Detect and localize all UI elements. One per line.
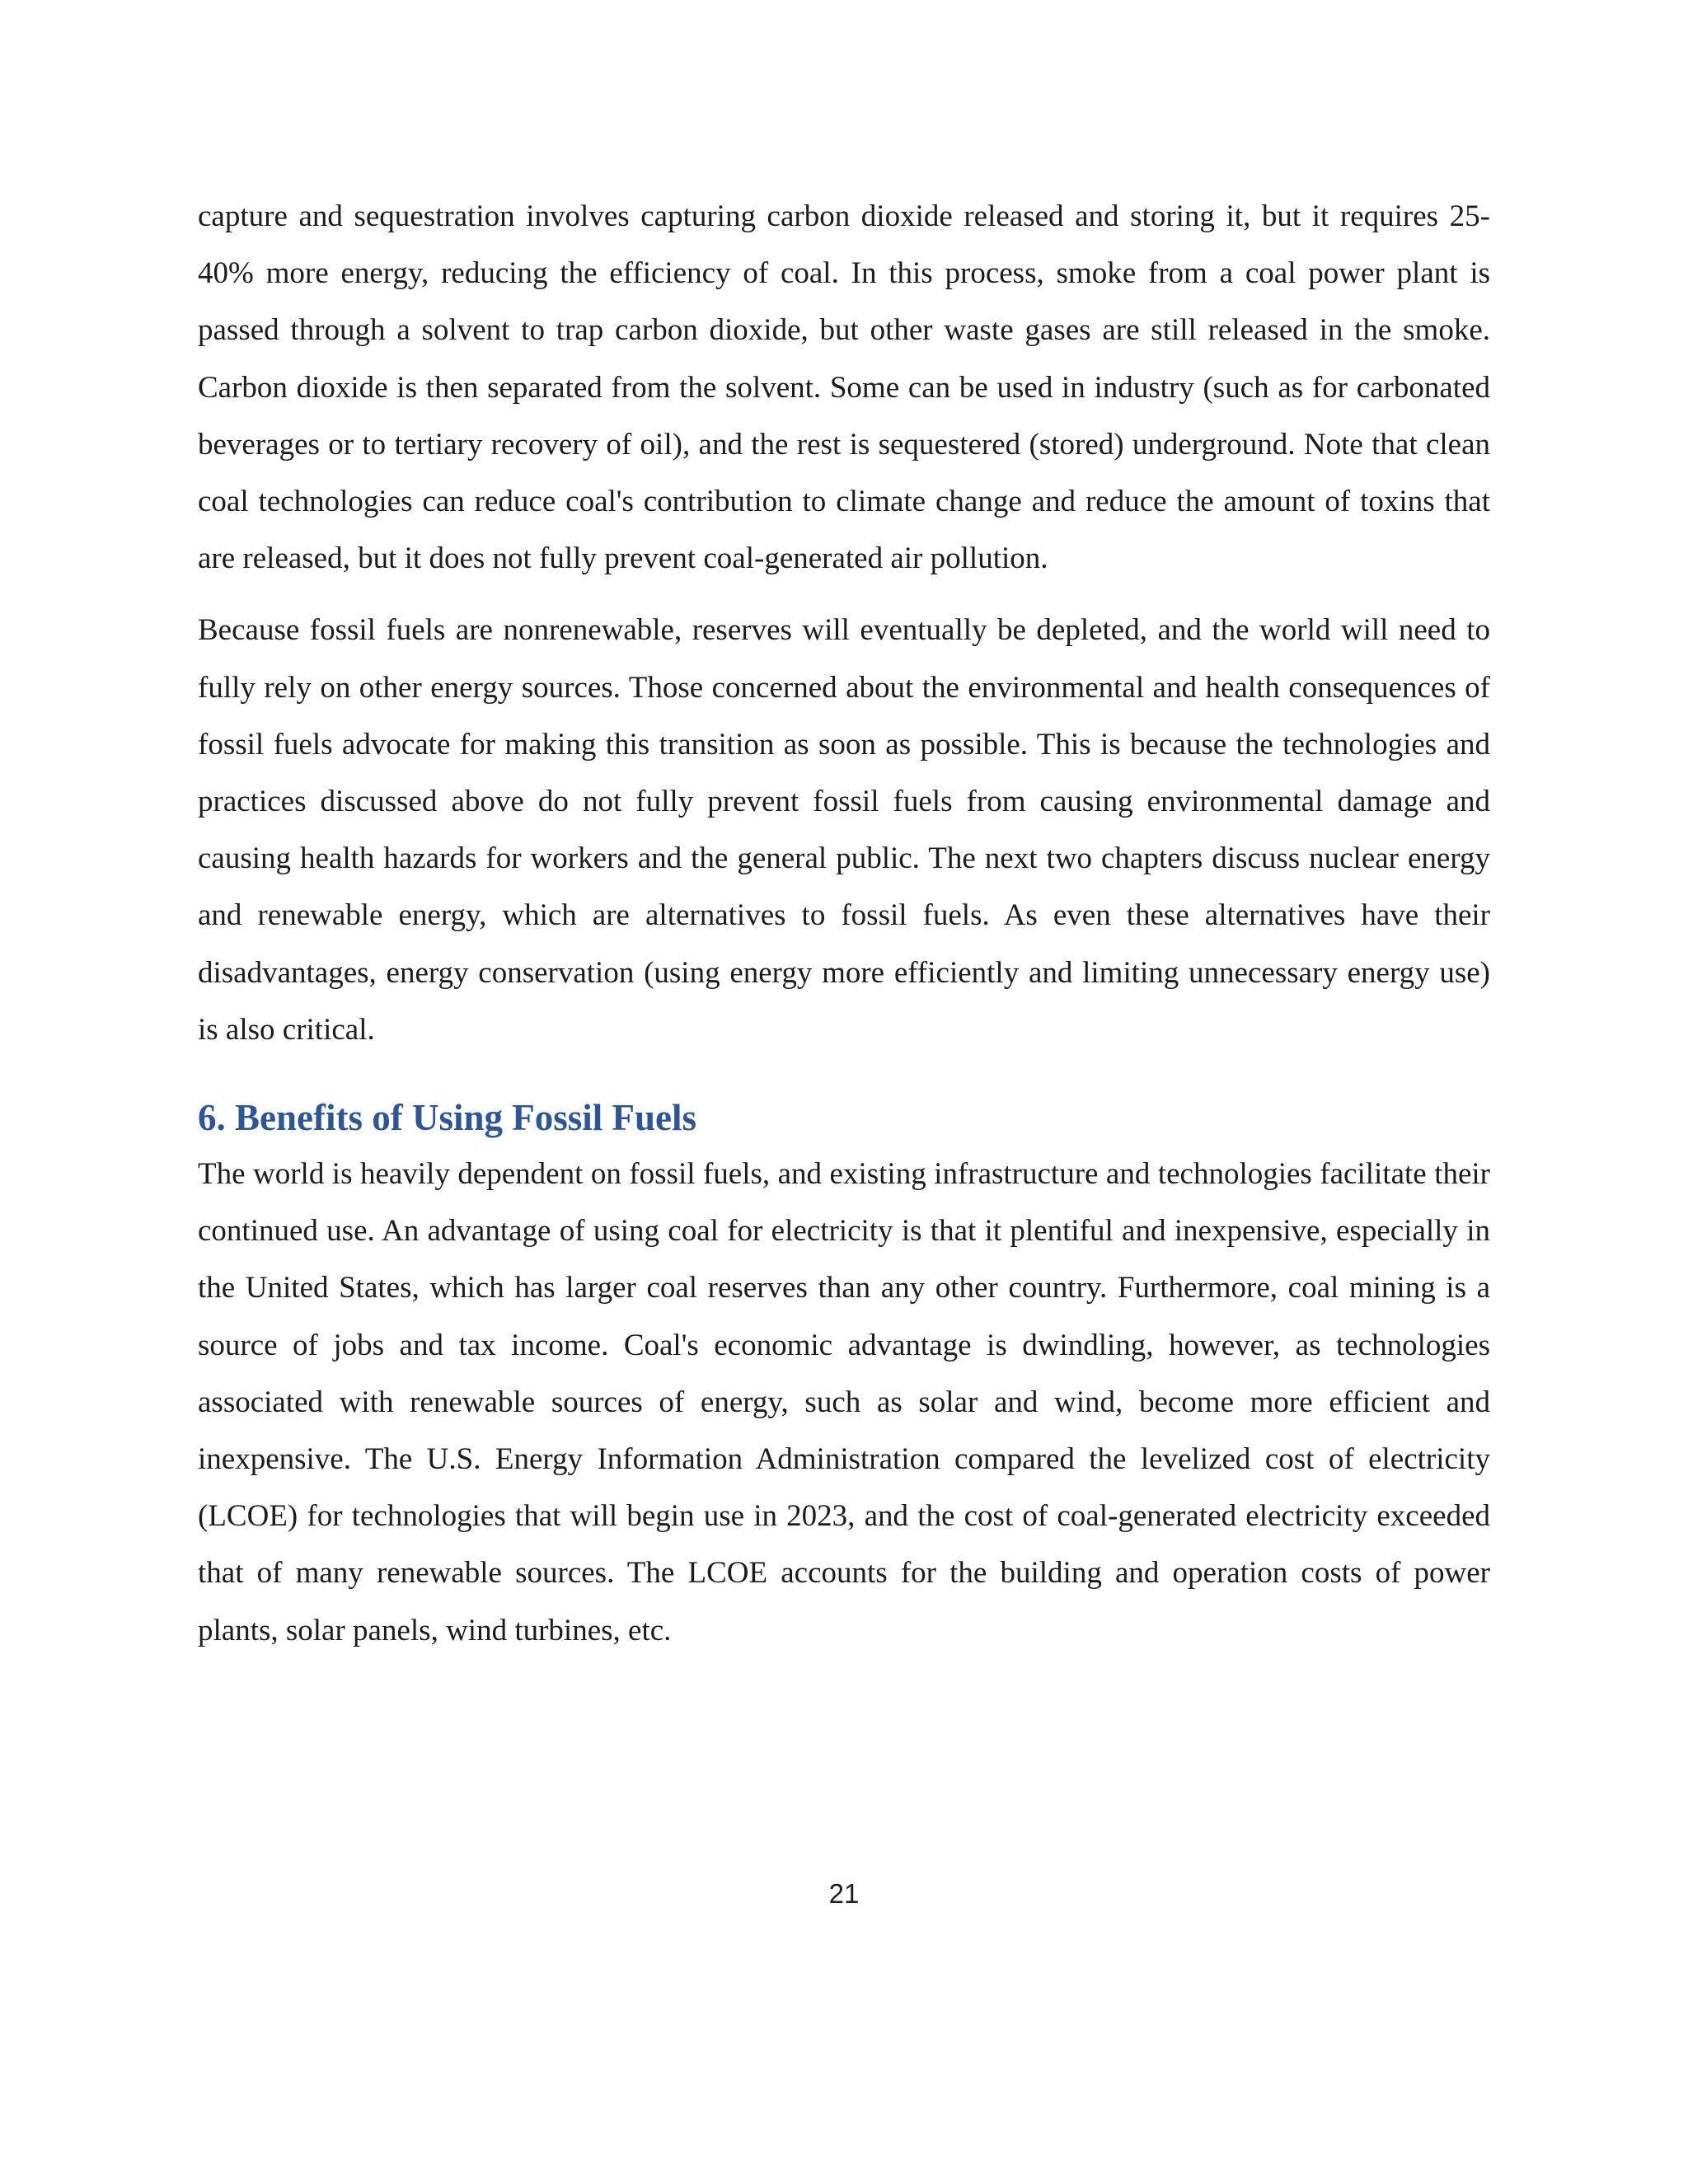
body-paragraph-carbon-capture: capture and sequestration involves capturing carbon dioxide released and storing it, but it requires 25-40% more energy, reducing the efficiency of coal. In this process, smoke from a coal power plant is passed through a solvent to trap carbon dioxide, but other waste gases are still released in the smoke. Carbon dioxide is then separated from the solvent. Some can be used in industry (such as for carbonated beverages or to tertiary recovery of oil), and the rest is sequestered (stored) underground. Note that clean coal technologies can reduce coal's contribution to climate change and reduce the amount of toxins that are released, but it does not fully prevent coal-generated air pollution. xyxy=(198,199,1490,576)
body-paragraph-benefits: The world is heavily dependent on fossil fuels, and existing infrastructure and technologies facilitate their continued use. An advantage of using coal for electricity is that it plentiful and inexpensive, especially in the United States, which has larger coal reserves than any other country. Furthermore, coal mining is a source of jobs and tax income. Coal's economic advantage is dwindling, however, as technologies associated with renewable sources of energy, such as solar and wind, become more efficient and inexpensive. The U.S. Energy Information Administration compared the levelized cost of electricity (LCOE) for technologies that will begin use in 2023, and the cost of coal-generated electricity exceeded that of many renewable sources. The LCOE accounts for the building and operation costs of power plants, solar panels, wind turbines, etc. xyxy=(198,1157,1490,1647)
page-number: 21 xyxy=(828,1878,860,1909)
page-content xyxy=(198,188,1490,1659)
body-paragraph-nonrenewable: Because fossil fuels are nonrenewable, reserves will eventually be depleted, and the world will need to fully rely on other energy sources. Those concerned about the environmental and health consequences of fossil fuels advocate for making this transition as soon as possible. This is because the technologies and practices discussed above do not fully prevent fossil fuels from causing environmental damage and causing health hazards for workers and the general public. The next two chapters discuss nuclear energy and renewable energy, which are alternatives to fossil fuels. As even these alternatives have their disadvantages, energy conservation (using energy more efficiently and limiting unnecessary energy use) is also critical. xyxy=(198,613,1490,1047)
section-heading: 6. Benefits of Using Fossil Fuels xyxy=(198,1097,697,1139)
